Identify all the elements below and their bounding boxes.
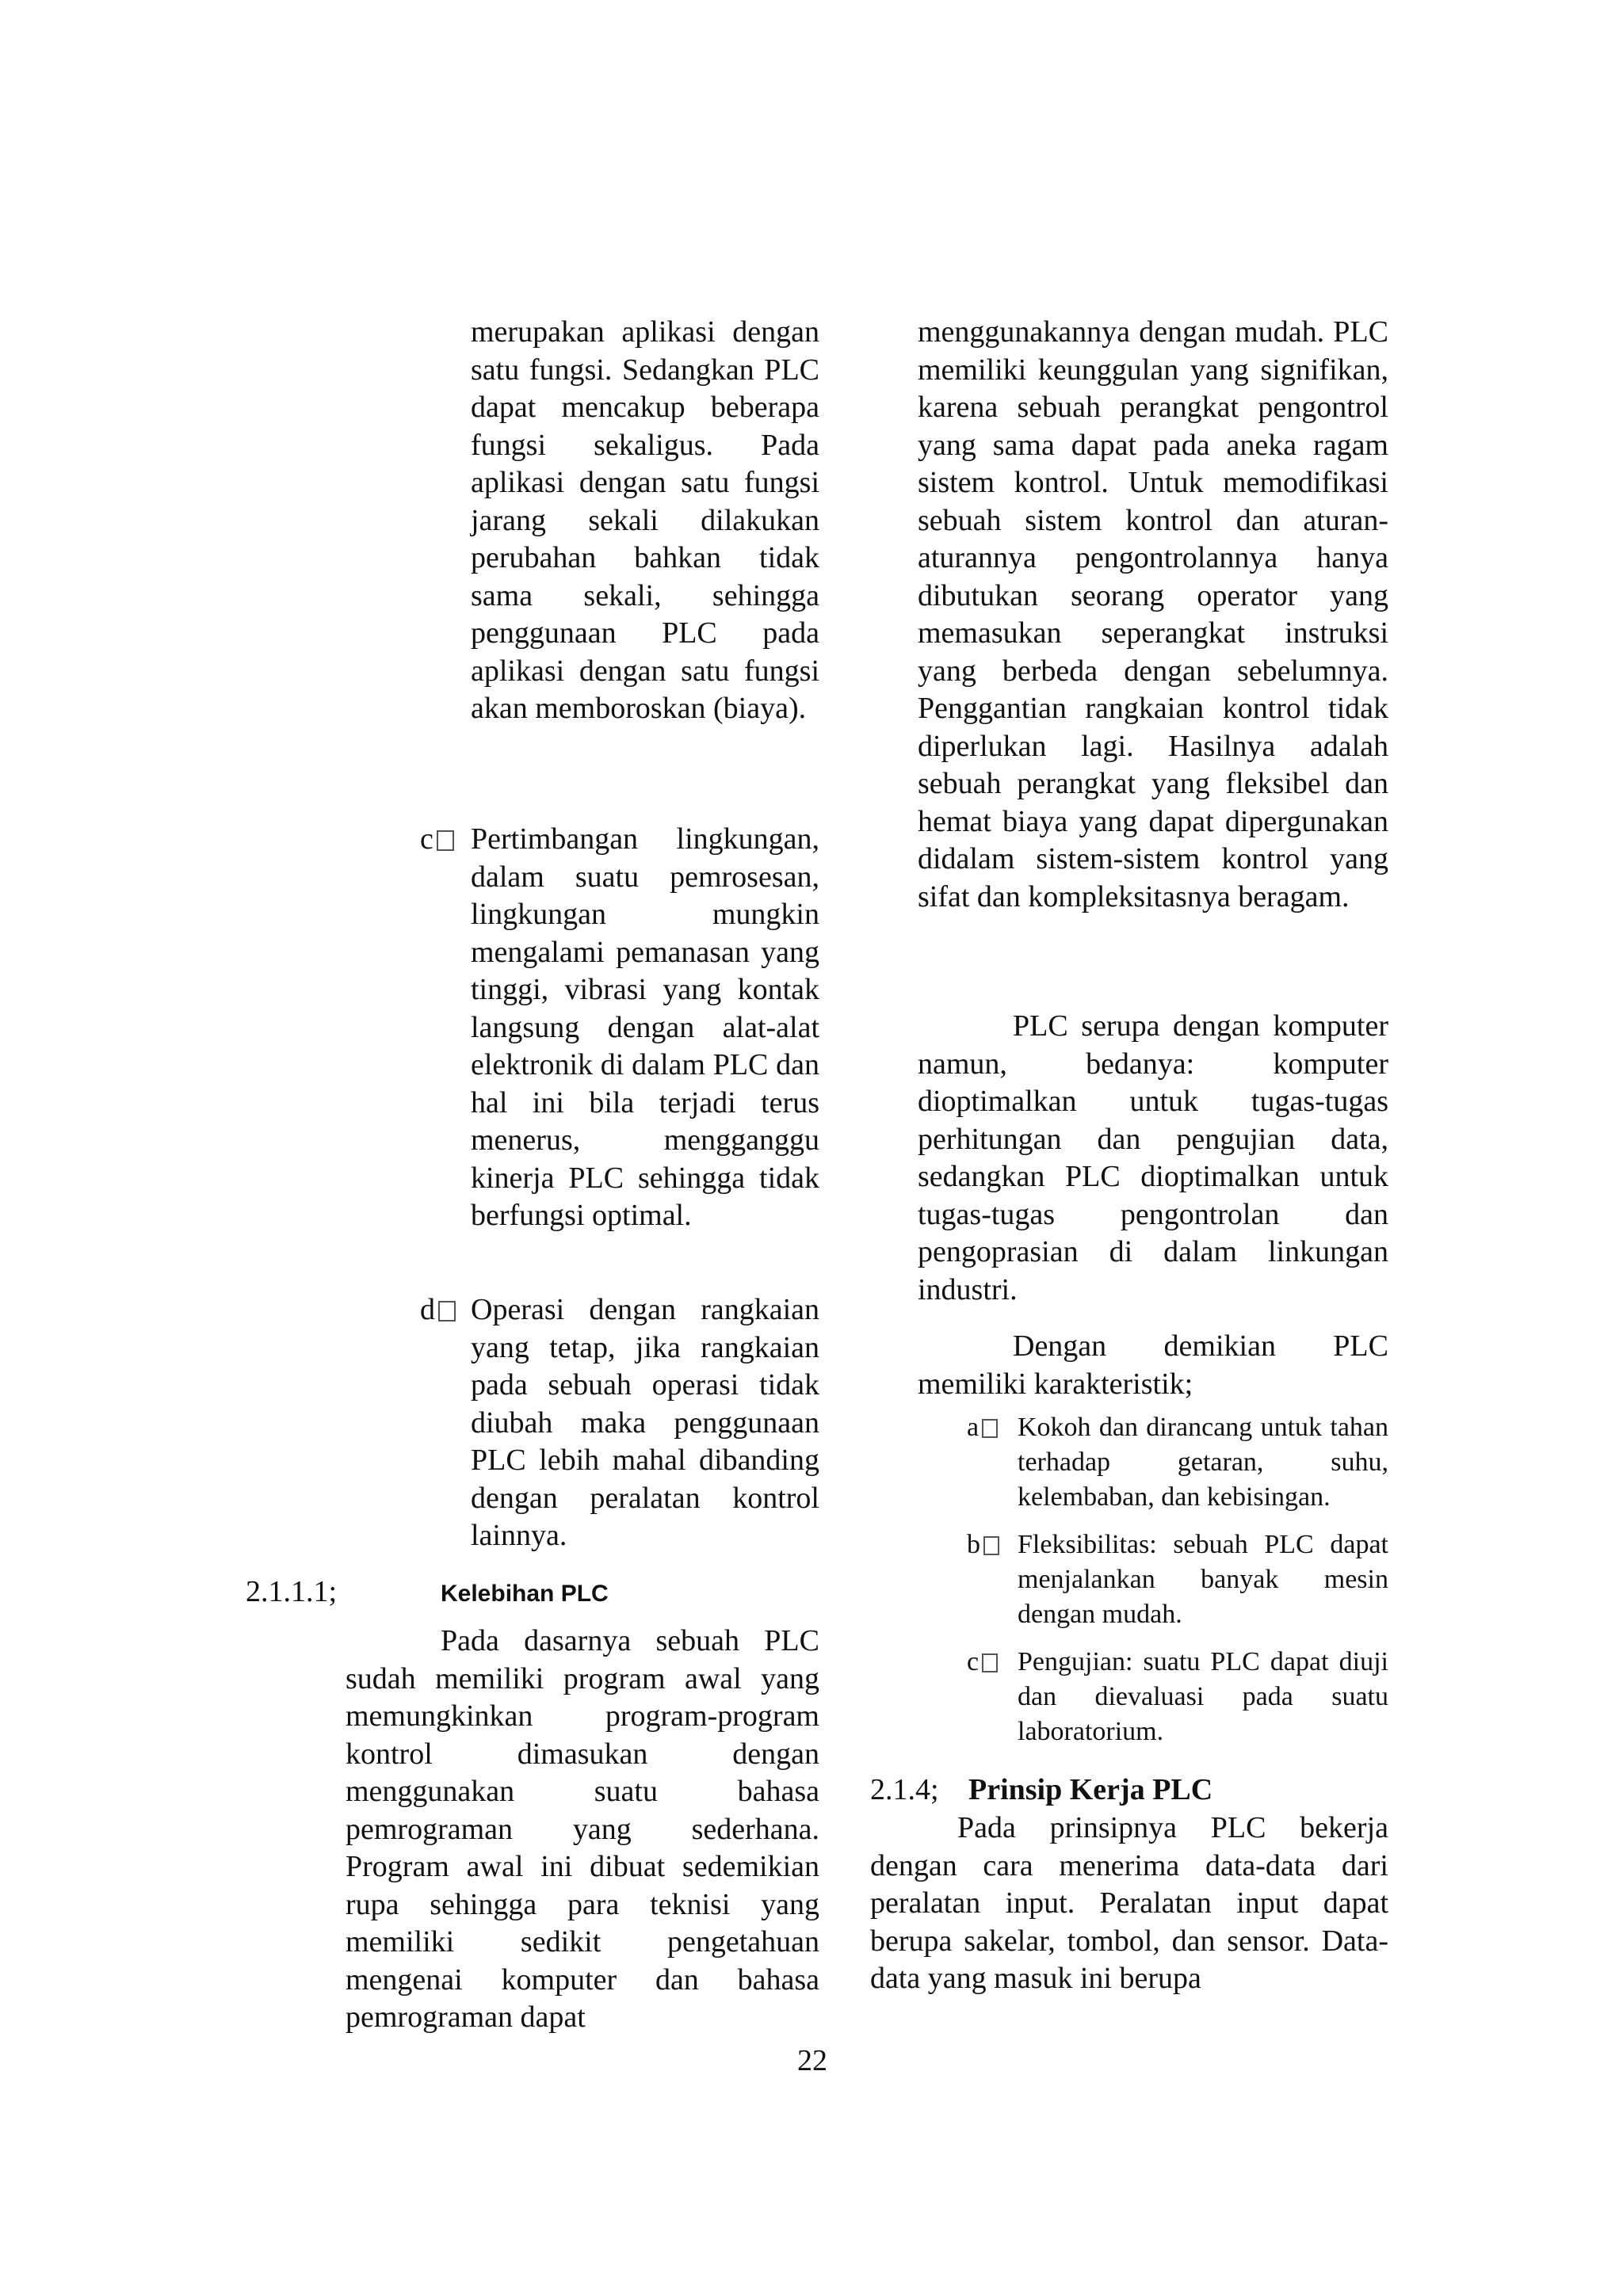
list-marker-a: a	[967, 1410, 998, 1445]
section-title: Kelebihan PLC	[441, 1581, 609, 1607]
karakteristik-intro: Dengan demikian PLC memiliki karakteristik;	[918, 1329, 1388, 1401]
kelebihan-paragraph: Pada dasarnya sebuah PLC sudah memiliki program awal yang memungkinkan program-program kontrol dimasukan dengan menggunakan suatu bahasa pemrograman yang sederhana. Program awal ini dibuat sedemikian rupa sehingga para teknisi yang memiliki sedikit pengetahuan mengenai komputer dan bahasa pemrograman dapat	[346, 1624, 819, 2034]
missing-glyph-box	[982, 1419, 998, 1438]
section-number: 2.1.1.1;	[246, 1575, 338, 1608]
list-marker-c: c	[967, 1645, 998, 1680]
page-number: 22	[797, 2044, 827, 2077]
list-marker-d: d	[420, 1291, 456, 1329]
item-b-continuation: merupakan aplikasi dengan satu fungsi. Sedangkan PLC dapat mencakup beberapa fungsi sekaligus. Pada aplikasi dengan satu fungsi jarang sekali dilakukan perubahan bahkan tidak sama sekali, sehingga penggunaan PLC pada aplikasi dengan satu fungsi akan memboroskan (biaya).	[471, 315, 819, 725]
list-item-d-text: Operasi dengan rangkaian yang tetap, jika rangkaian pada sebuah operasi tidak diubah maka penggunaan PLC lebih mahal dibanding dengan peralatan kontrol lainnya.	[471, 1293, 819, 1552]
list-marker-b: b	[967, 1527, 999, 1562]
missing-glyph-box	[437, 830, 454, 851]
right-continuation-paragraph: menggunakannya dengan mudah. PLC memiliki keunggulan yang signifikan, karena sebuah perangkat pengontrol yang sama dapat pada aneka ragam sistem kontrol. Untuk memodifikasi sebuah sistem kontrol dan aturan-aturannya pengontrolannya hanya dibutukan seorang operator yang memasukan seperangkat instruksi yang berbeda dengan sebelumnya. Penggantian rangkaian kontrol tidak diperlukan lagi. Hasilnya adalah sebuah perangkat yang fleksibel dan hemat biaya yang dapat dipergunakan didalam sistem-sistem kontrol yang sifat dan kompleksitasnya beragam.	[918, 315, 1388, 913]
prinsip-paragraph: Pada prinsipnya PLC bekerja dengan cara menerima data-data dari peralatan input. Peralatan input dapat berupa sakelar, tombol, dan sensor. Data-data yang masuk ini berupa	[870, 1811, 1388, 1995]
characteristic-text: Fleksibilitas: sebuah PLC dapat menjalankan banyak mesin dengan mudah.	[1018, 1530, 1388, 1629]
missing-glyph-box	[438, 1301, 456, 1322]
characteristic-text: Kokoh dan dirancang untuk tahan terhadap getaran, suhu, kelembaban, dan kebisingan.	[1018, 1413, 1388, 1512]
missing-glyph-box	[983, 1536, 999, 1555]
list-item-c-text: Pertimbangan lingkungan, dalam suatu pemrosesan, lingkungan mungkin mengalami pemanasan yang tinggi, vibrasi yang kontak langsung dengan alat-alat elektronik di dalam PLC dan hal ini bila terjadi terus menerus, mengganggu kinerja PLC sehingga tidak berfungsi optimal.	[471, 822, 819, 1232]
characteristic-text: Pengujian: suatu PLC dapat diuji dan dievaluasi pada suatu laboratorium.	[1018, 1647, 1388, 1746]
section-title: Prinsip Kerja PLC	[968, 1773, 1213, 1806]
list-marker-c: c	[420, 821, 454, 859]
missing-glyph-box	[982, 1653, 998, 1672]
section-number: 2.1.4;	[870, 1773, 939, 1806]
plc-serupa-paragraph: PLC serupa dengan komputer namun, bedanya: komputer dioptimalkan untuk tugas-tugas perhitungan dan pengujian data, sedangkan PLC dioptimalkan untuk tugas-tugas pengontrolan dan pengoprasian di dalam linkungan industri.	[918, 1009, 1388, 1306]
